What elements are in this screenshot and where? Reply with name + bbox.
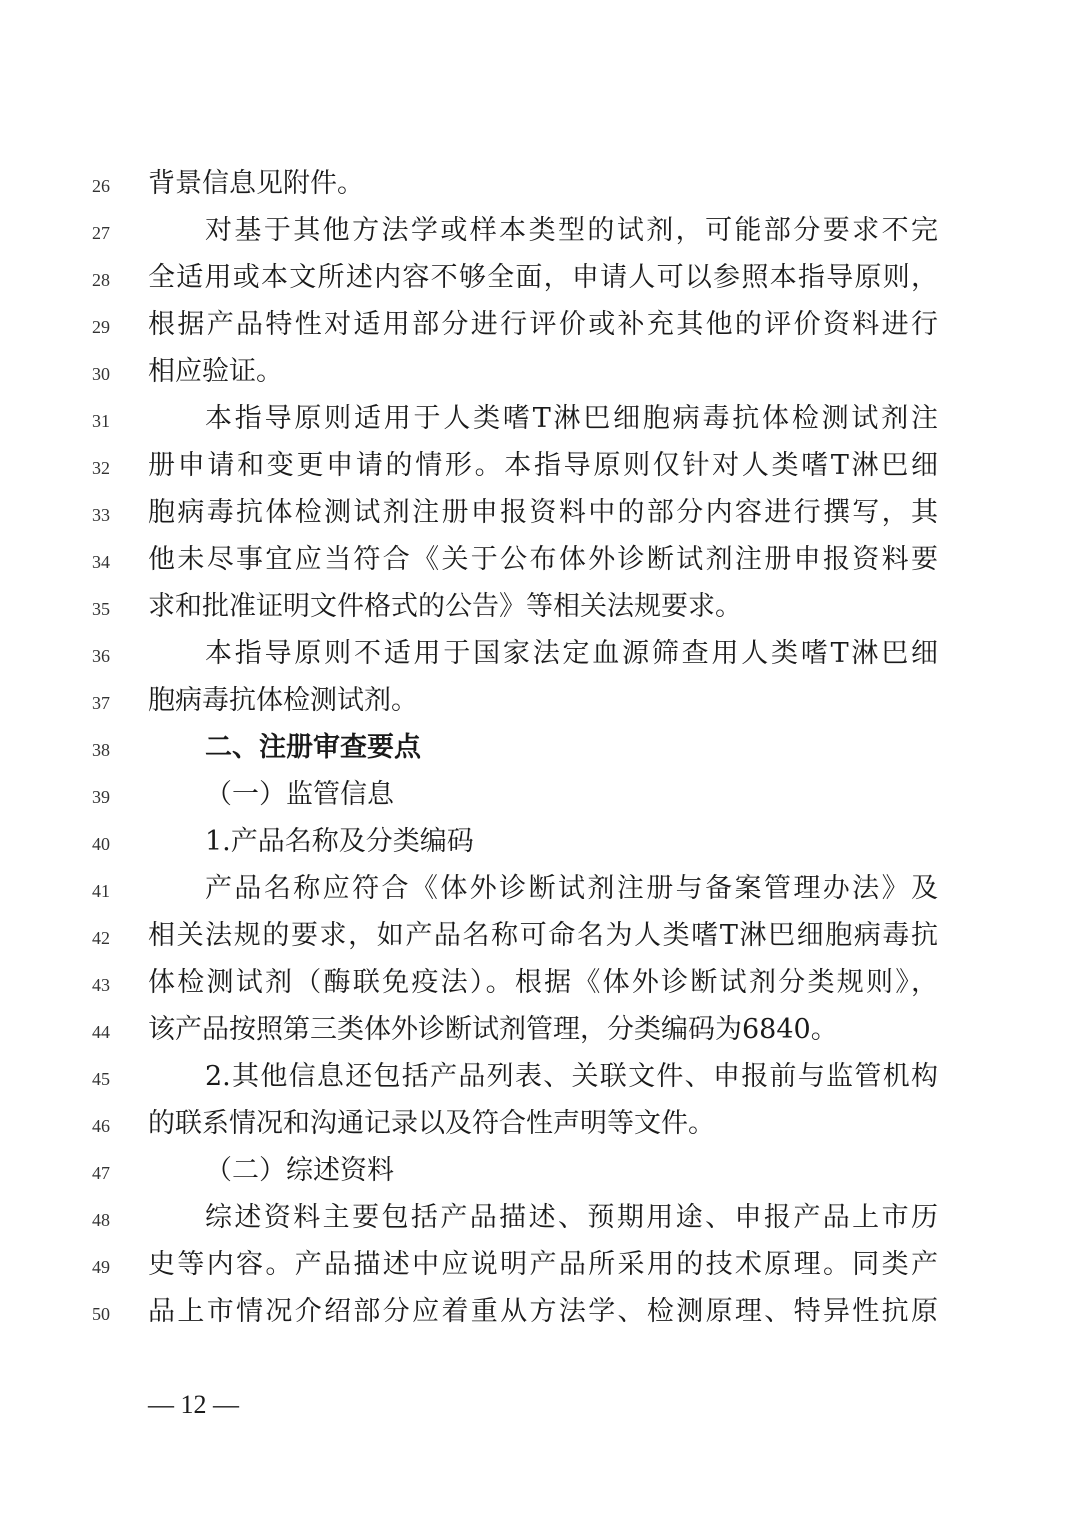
line-text: 品上市情况介绍部分应着重从方法学、检测原理、特异性抗原 — [148, 1296, 938, 1327]
line-39 — [0, 773, 1080, 820]
subsection-heading: （一）监管信息 — [205, 779, 394, 810]
line-number: 35 — [92, 599, 110, 619]
line-31 — [0, 397, 1080, 444]
line-text: 本指导原则适用于人类嗜T淋巴细胞病毒抗体检测试剂注 — [205, 403, 938, 434]
line-text: 的联系情况和沟通记录以及符合性声明等文件。 — [148, 1108, 715, 1139]
line-number: 37 — [92, 693, 110, 713]
line-26 — [0, 162, 1080, 209]
line-47 — [0, 1149, 1080, 1196]
line-number: 48 — [92, 1210, 110, 1230]
line-text: 对基于其他方法学或样本类型的试剂，可能部分要求不完 — [205, 215, 938, 246]
line-38 — [0, 726, 1080, 773]
line-number: 41 — [92, 881, 110, 901]
line-37 — [0, 679, 1080, 726]
subsection-heading: （二）综述资料 — [205, 1155, 394, 1186]
line-44 — [0, 1008, 1080, 1055]
line-text: 背景信息见附件。 — [148, 168, 364, 199]
page-number: — 12 — — [148, 1390, 239, 1419]
line-45 — [0, 1055, 1080, 1102]
line-number: 40 — [92, 834, 110, 854]
line-number: 30 — [92, 364, 110, 384]
line-48 — [0, 1196, 1080, 1243]
line-number: 26 — [92, 176, 110, 196]
line-49 — [0, 1243, 1080, 1290]
line-number: 45 — [92, 1069, 110, 1089]
line-number: 42 — [92, 928, 110, 948]
line-46 — [0, 1102, 1080, 1149]
line-text: 根据产品特性对适用部分进行评价或补充其他的评价资料进行 — [148, 309, 938, 340]
line-number: 31 — [92, 411, 110, 431]
line-number: 43 — [92, 975, 110, 995]
line-34 — [0, 538, 1080, 585]
line-text: 相关法规的要求，如产品名称可命名为人类嗜T淋巴细胞病毒抗 — [148, 920, 938, 951]
section-heading: 二、注册审查要点 — [205, 732, 421, 763]
line-text: 全适用或本文所述内容不够全面，申请人可以参照本指导原则， — [148, 262, 938, 293]
line-text: 册申请和变更申请的情形。本指导原则仅针对人类嗜T淋巴细 — [148, 450, 938, 481]
line-50 — [0, 1290, 1080, 1337]
line-29 — [0, 303, 1080, 350]
line-text: 本指导原则不适用于国家法定血源筛查用人类嗜T淋巴细 — [205, 638, 938, 669]
line-number: 29 — [92, 317, 110, 337]
item-heading: 1.产品名称及分类编码 — [205, 826, 474, 857]
line-text: 胞病毒抗体检测试剂。 — [148, 685, 418, 716]
line-30 — [0, 350, 1080, 397]
line-text: 相应验证。 — [148, 356, 283, 387]
line-40 — [0, 820, 1080, 867]
line-43 — [0, 961, 1080, 1008]
line-number: 49 — [92, 1257, 110, 1277]
line-number: 33 — [92, 505, 110, 525]
line-number: 50 — [92, 1304, 110, 1324]
line-27 — [0, 209, 1080, 256]
line-number: 36 — [92, 646, 110, 666]
line-text: 胞病毒抗体检测试剂注册申报资料中的部分内容进行撰写，其 — [148, 497, 938, 528]
line-28 — [0, 256, 1080, 303]
line-text: 该产品按照第三类体外诊断试剂管理，分类编码为6840。 — [148, 1014, 838, 1045]
line-text: 产品名称应符合《体外诊断试剂注册与备案管理办法》及 — [205, 873, 938, 904]
line-32 — [0, 444, 1080, 491]
line-text: 体检测试剂（酶联免疫法）。根据《体外诊断试剂分类规则》， — [148, 967, 938, 998]
line-text: 他未尽事宜应当符合《关于公布体外诊断试剂注册申报资料要 — [148, 544, 938, 575]
line-33 — [0, 491, 1080, 538]
line-number: 32 — [92, 458, 110, 478]
line-number: 39 — [92, 787, 110, 807]
line-text: 求和批准证明文件格式的公告》等相关法规要求。 — [148, 591, 742, 622]
line-36 — [0, 632, 1080, 679]
line-35 — [0, 585, 1080, 632]
line-number: 28 — [92, 270, 110, 290]
line-number: 47 — [92, 1163, 110, 1183]
line-42 — [0, 914, 1080, 961]
line-number: 46 — [92, 1116, 110, 1136]
line-41 — [0, 867, 1080, 914]
line-text: 2.其他信息还包括产品列表、关联文件、申报前与监管机构 — [205, 1061, 938, 1092]
line-number: 27 — [92, 223, 110, 243]
line-number: 34 — [92, 552, 110, 572]
line-text: 综述资料主要包括产品描述、预期用途、申报产品上市历 — [205, 1202, 938, 1233]
line-number: 38 — [92, 740, 110, 760]
line-number: 44 — [92, 1022, 110, 1042]
line-text: 史等内容。产品描述中应说明产品所采用的技术原理。同类产 — [148, 1249, 938, 1280]
